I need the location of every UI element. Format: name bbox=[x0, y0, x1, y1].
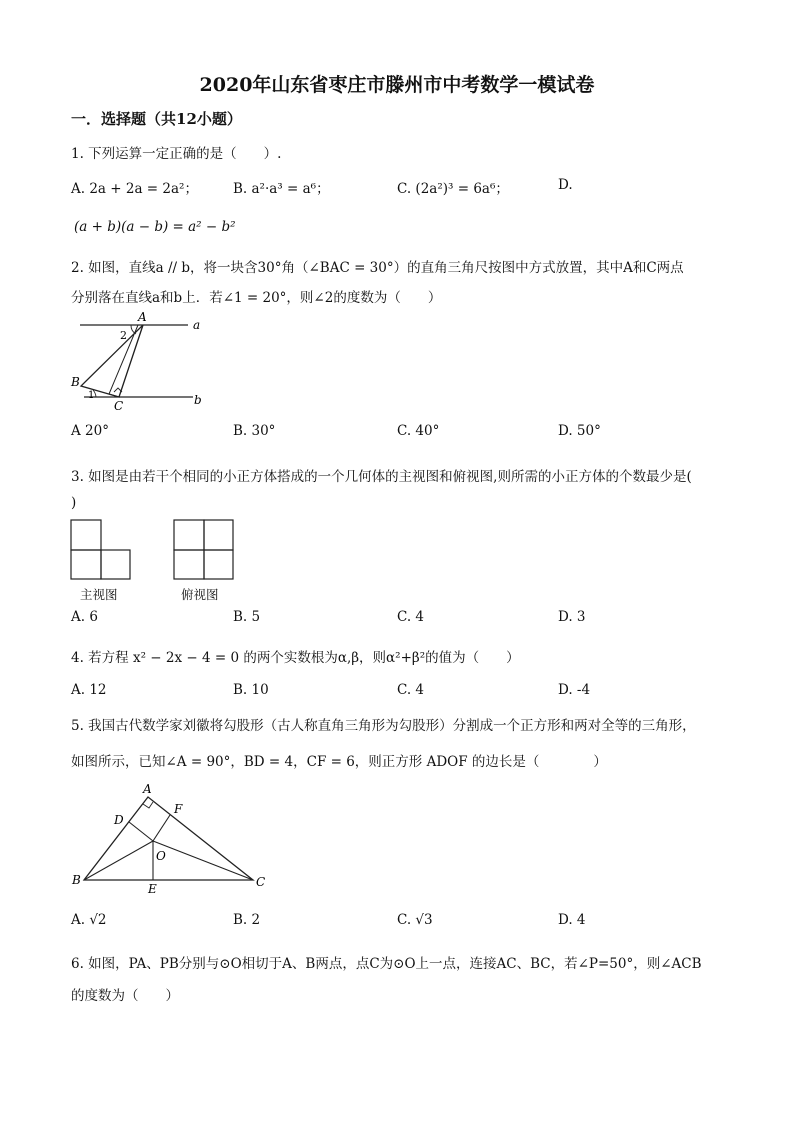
triangle-abc bbox=[84, 797, 253, 880]
label-1: 1 bbox=[88, 390, 95, 401]
label-C: C bbox=[256, 875, 266, 889]
label-a: a bbox=[193, 318, 201, 332]
q5-option-c: C. √3 bbox=[397, 912, 433, 928]
q4-option-b: B. 10 bbox=[233, 682, 269, 698]
q1-stem: 1. 下列运算一定正确的是（ ）. bbox=[71, 146, 282, 162]
caption-front-view: 主视图 bbox=[80, 587, 118, 602]
q2-stem-line1: 2. 如图，直线a // b，将一块含30°角（∠BAC = 30°）的直角三角尺按图中方式放置，其中A和C两点 bbox=[71, 260, 684, 276]
label-D: D bbox=[114, 813, 124, 827]
label-C: C bbox=[114, 399, 124, 413]
q1-option-a: A. 2a + 2a = 2a²； bbox=[71, 181, 198, 197]
label-b: b bbox=[194, 393, 202, 407]
q5-stem-line2: 如图所示，已知∠A = 90°，BD = 4，CF = 6，则正方形 ADOF 的边长是（ ） bbox=[71, 754, 607, 770]
section-heading: 一．选择题（共12小题） bbox=[71, 110, 242, 128]
q1-option-d-formula: (a + b)(a − b) = a² − b² bbox=[74, 219, 236, 235]
q3-option-a: A. 6 bbox=[71, 609, 98, 625]
label-A: A bbox=[143, 782, 152, 796]
page-title: 2020年山东省枣庄市滕州市中考数学一模试卷 bbox=[199, 74, 595, 96]
q5-option-d: D. 4 bbox=[558, 912, 586, 928]
label-A: A bbox=[138, 310, 147, 324]
q4-option-d: D. -4 bbox=[558, 682, 591, 698]
q2-option-c: C. 40° bbox=[397, 423, 440, 439]
label-O: O bbox=[156, 849, 166, 863]
q4-option-c: C. 4 bbox=[397, 682, 425, 698]
q1-option-b: B. a²·a³ = a⁶； bbox=[233, 181, 330, 197]
q2-option-b: B. 30° bbox=[233, 423, 276, 439]
q5-option-a: A. √2 bbox=[71, 912, 107, 928]
q2-figure bbox=[66, 308, 216, 414]
q1-option-c: C. (2a²)³ = 6a⁶； bbox=[397, 181, 509, 197]
q2-option-a: A 20° bbox=[71, 423, 109, 439]
label-2: 2 bbox=[120, 329, 127, 342]
q2-option-d: D. 50° bbox=[558, 423, 601, 439]
label-B: B bbox=[71, 375, 80, 389]
q6-stem-line2: 的度数为（ ） bbox=[71, 988, 179, 1004]
q3-option-c: C. 4 bbox=[397, 609, 425, 625]
q3-stem-line1: 3. 如图是由若干个相同的小正方体搭成的一个几何体的主视图和俯视图,则所需的小正方体的个数最少是( bbox=[71, 469, 692, 485]
label-E: E bbox=[148, 882, 157, 894]
label-B: B bbox=[72, 873, 81, 887]
q3-stem-line2: ) bbox=[71, 495, 77, 511]
q3-top-view bbox=[173, 518, 237, 582]
q3-front-view bbox=[70, 518, 140, 582]
q6-stem-line1: 6. 如图，PA、PB分别与⊙O相切于A、B两点，点C为⊙O上一点，连接AC、BC，若∠P=50°，则∠ACB bbox=[71, 956, 702, 972]
q3-option-b: B. 5 bbox=[233, 609, 261, 625]
q3-option-d: D. 3 bbox=[558, 609, 586, 625]
q5-stem-line1: 5. 我国古代数学家刘徽将勾股形（古人称直角三角形为勾股形）分割成一个正方形和两对全等的三角形， bbox=[71, 718, 696, 734]
q4-stem: 4. 若方程 x² − 2x − 4 = 0 的两个实数根为α,β，则α²+β²的值为（ ） bbox=[71, 650, 520, 666]
label-F: F bbox=[174, 802, 183, 816]
q4-option-a: A. 12 bbox=[71, 682, 107, 698]
q5-option-b: B. 2 bbox=[233, 912, 261, 928]
q2-stem-line2: 分别落在直线a和b上．若∠1 = 20°，则∠2的度数为（ ） bbox=[71, 290, 442, 306]
caption-top-view: 俯视图 bbox=[181, 587, 219, 602]
q5-figure bbox=[66, 782, 276, 894]
q1-option-d: D. bbox=[558, 177, 573, 193]
